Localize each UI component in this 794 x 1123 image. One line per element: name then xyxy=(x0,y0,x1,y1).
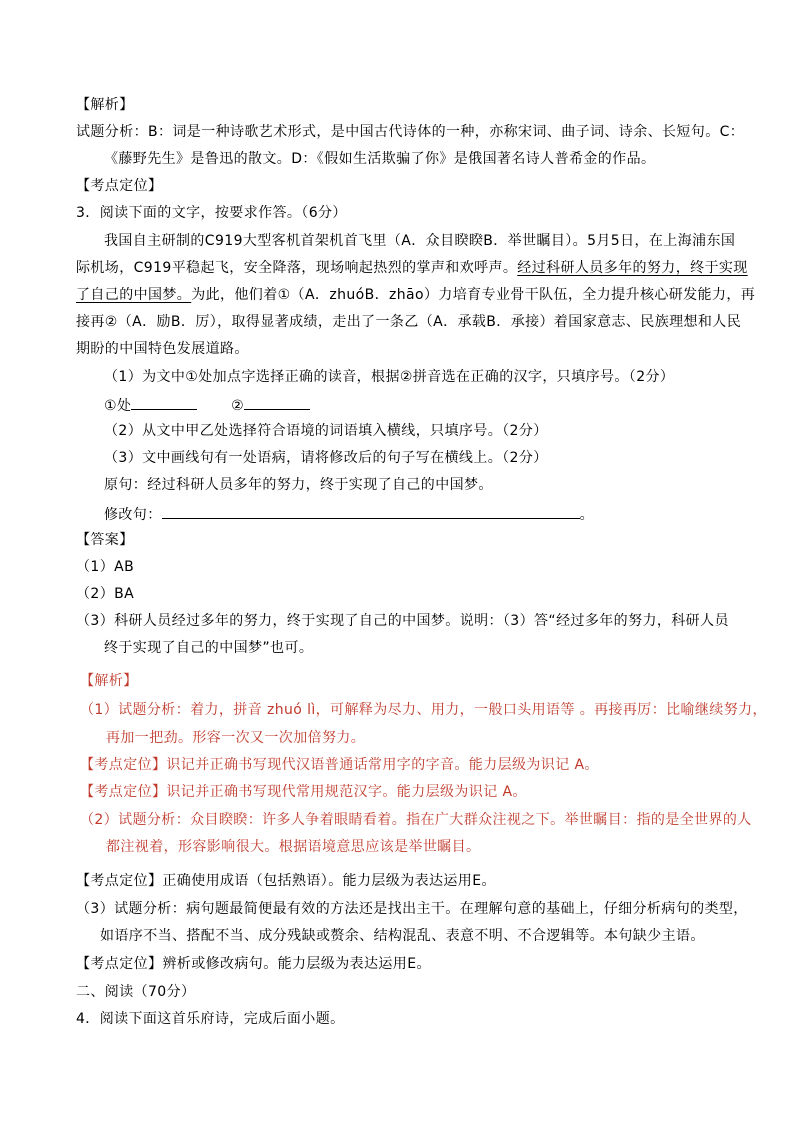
blank-row xyxy=(104,395,310,415)
original-sentence: 原句：经过科研人员多年的努力，终于实现了自己的中国梦。 xyxy=(104,477,493,493)
revise-label: 修改句： xyxy=(104,507,162,523)
analysis-line-2: 《藤野先生》是鲁迅的散文。D：《假如生活欺骗了你》是俄国著名诗人普希金的作品。 xyxy=(104,151,656,167)
passage-text: 际机场，C919平稳起飞，安全降落，现场响起热烈的掌声和欢呼声。 xyxy=(76,260,518,276)
blank-2-line xyxy=(244,395,310,410)
analysis-line-1: 试题分析：B：词是一种诗歌艺术形式，是中国古代诗体的一种，亦称宋词、曲子词、诗余、长短句。C： xyxy=(76,124,745,140)
analysis-2-line-4: 都注视着，形容影响很大。根据语境意思应该是举世瞩目。 xyxy=(106,839,481,855)
answer-3-line-2: 终于实现了自己的中国梦”也可。 xyxy=(104,640,314,656)
analysis-2-label: 【解析】 xyxy=(80,673,138,689)
kaodian-3: 【考点定位】正确使用成语（包括熟语）。能力层级为表达运用E。 xyxy=(76,873,496,889)
analysis-2-line-2: 再加一把劲。形容一次又一次加倍努力。 xyxy=(106,730,366,746)
analysis-2-line-5: （3）试题分析：病句题最简便最有效的方法还是找出主干。在理解句意的基础上，仔细分析病句的类型， xyxy=(76,901,748,917)
question-4-stem: 4．阅读下面这首乐府诗，完成后面小题。 xyxy=(76,1011,345,1027)
revise-end: 。 xyxy=(579,507,595,523)
blank-1-label: ①处 xyxy=(104,398,132,414)
analysis-2-line-6: 如语序不当、搭配不当、成分残缺或赘余、结构混乱、表意不明、不合逻辑等。本句缺少主语。 xyxy=(100,928,705,944)
answer-3-line-1: （3）科研人员经过多年的努力，终于实现了自己的中国梦。说明：（3）答“经过多年的努力，科研人员 xyxy=(76,613,729,629)
part-2-heading: 二、阅读（70分） xyxy=(76,984,196,1000)
underlined-sentence: 经过科研人员多年的努力，终于实现 xyxy=(517,260,748,276)
underlined-sentence-end: 了自己的中国梦。 xyxy=(76,287,192,303)
passage-text: 为此，他们着①（A．zhuóB．zhāo）力培育专业骨干队伍，全力提升核心研发能力，再 xyxy=(191,287,756,303)
jiexi-label: 【解析】 xyxy=(76,97,134,113)
passage-line-4: 接再②（A．励B．厉），取得显著成绩，走出了一条乙（A．承载B．承接）着国家意志、民族理想和人民 xyxy=(76,314,742,330)
answer-label: 【答案】 xyxy=(76,532,134,548)
blank-1-line xyxy=(131,395,197,410)
analysis-2-line-1: （1）试题分析：着力，拼音 zhuó lì，可解释为尽力、用力，一般口头用语等 。再接再厉：比喻继续努力， xyxy=(80,702,767,718)
sub-question-1: （1）为文中①处加点字选择正确的读音，根据②拼音选在正确的汉字，只填序号。（2分） xyxy=(104,369,675,385)
kaodian-2: 【考点定位】识记并正确书写现代常用规范汉字。能力层级为识记 A。 xyxy=(80,784,527,800)
revise-row xyxy=(104,504,594,524)
answer-2: （2）BA xyxy=(76,586,135,602)
sub-question-3: （3）文中画线句有一处语病，请将修改后的句子写在横线上。（2分） xyxy=(104,450,548,466)
answer-1: （1）AB xyxy=(76,559,135,575)
blank-2-label: ② xyxy=(231,398,245,414)
passage-line-1: 我国自主研制的C919大型客机首架机首飞里（A．众目睽睽B．举世瞩目）。5月5日，在上海浦东国 xyxy=(104,233,736,249)
passage-line-3 xyxy=(76,286,755,304)
kaodian-label: 【考点定位】 xyxy=(76,178,163,194)
revise-line xyxy=(162,504,580,519)
kaodian-4: 【考点定位】辨析或修改病句。能力层级为表达运用E。 xyxy=(76,956,431,972)
question-3-stem: 3．阅读下面的文字，按要求作答。（6分） xyxy=(76,205,347,221)
sub-question-2: （2）从文中甲乙处选择符合语境的词语填入横线，只填序号。（2分） xyxy=(104,423,548,439)
analysis-2-line-3: （2）试题分析：众目睽睽：许多人争着眼睛看着。指在广大群众注视之下。举世瞩目：指的是全世界的人 xyxy=(80,812,752,828)
passage-line-5: 期盼的中国特色发展道路。 xyxy=(76,341,249,357)
kaodian-1: 【考点定位】识记并正确书写现代汉语普通话常用字的字音。能力层级为识记 A。 xyxy=(80,757,599,773)
passage-line-2 xyxy=(76,259,748,277)
